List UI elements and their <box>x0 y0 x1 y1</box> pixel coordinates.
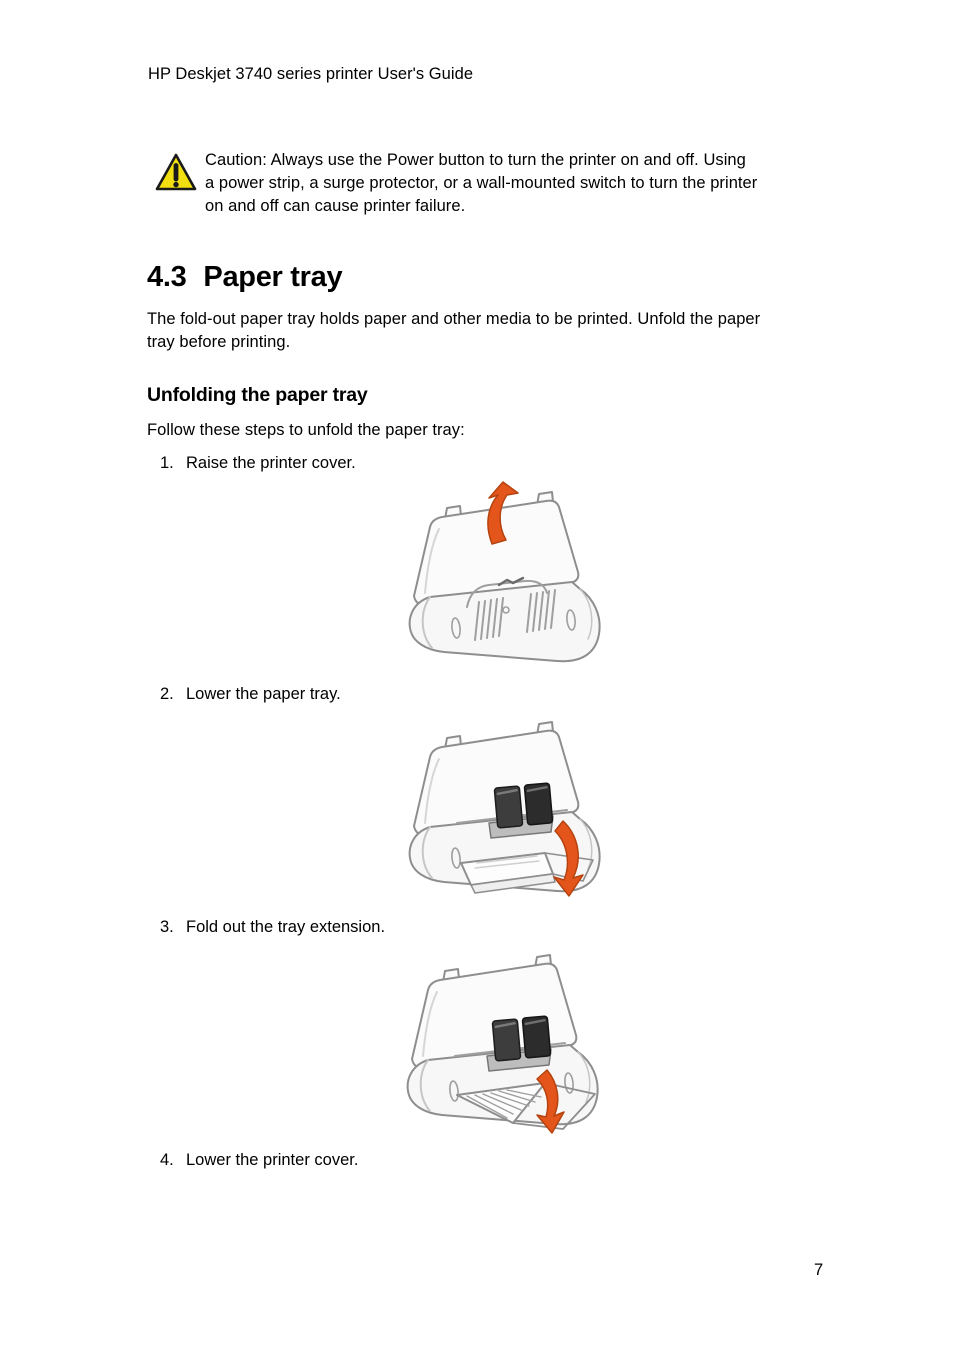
section-number: 4.3 <box>147 261 187 293</box>
warning-triangle-icon <box>154 152 198 194</box>
step-number: 4. <box>160 1151 174 1169</box>
step-text: Lower the paper tray. <box>186 685 341 703</box>
caution-line: on and off can cause printer failure. <box>205 196 466 215</box>
section-intro-line: tray before printing. <box>147 332 291 351</box>
section-title: Paper tray <box>203 261 343 293</box>
printer-illustration-step-1 <box>399 481 611 669</box>
printer-illustration-step-2 <box>399 711 611 901</box>
step-item-4 <box>160 1149 358 1172</box>
page-number: 7 <box>814 1261 824 1279</box>
section-intro <box>147 308 847 354</box>
subsection-heading: Unfolding the paper tray <box>147 384 368 406</box>
section-heading <box>147 261 342 294</box>
step-text: Fold out the tray extension. <box>186 918 386 936</box>
page-header: HP Deskjet 3740 series printer User's Guide <box>148 65 474 83</box>
step-text: Raise the printer cover. <box>186 454 356 472</box>
step-number: 3. <box>160 918 174 936</box>
step-number: 1. <box>160 454 174 472</box>
step-text: Lower the printer cover. <box>186 1151 359 1169</box>
caution-text <box>205 149 845 217</box>
step-item-2 <box>160 683 341 706</box>
printer-illustration-step-3 <box>397 944 611 1138</box>
caution-line: a power strip, a surge protector, or a wall-mounted switch to turn the printer <box>205 173 758 192</box>
step-number: 2. <box>160 685 174 703</box>
section-intro-line: The fold-out paper tray holds paper and other media to be printed. Unfold the paper <box>147 310 761 328</box>
caution-line: Caution: Always use the Power button to turn the printer on and off. Using <box>205 151 746 169</box>
step-item-1 <box>160 452 356 475</box>
step-item-3 <box>160 916 385 939</box>
subsection-intro: Follow these steps to unfold the paper tray: <box>147 421 465 439</box>
